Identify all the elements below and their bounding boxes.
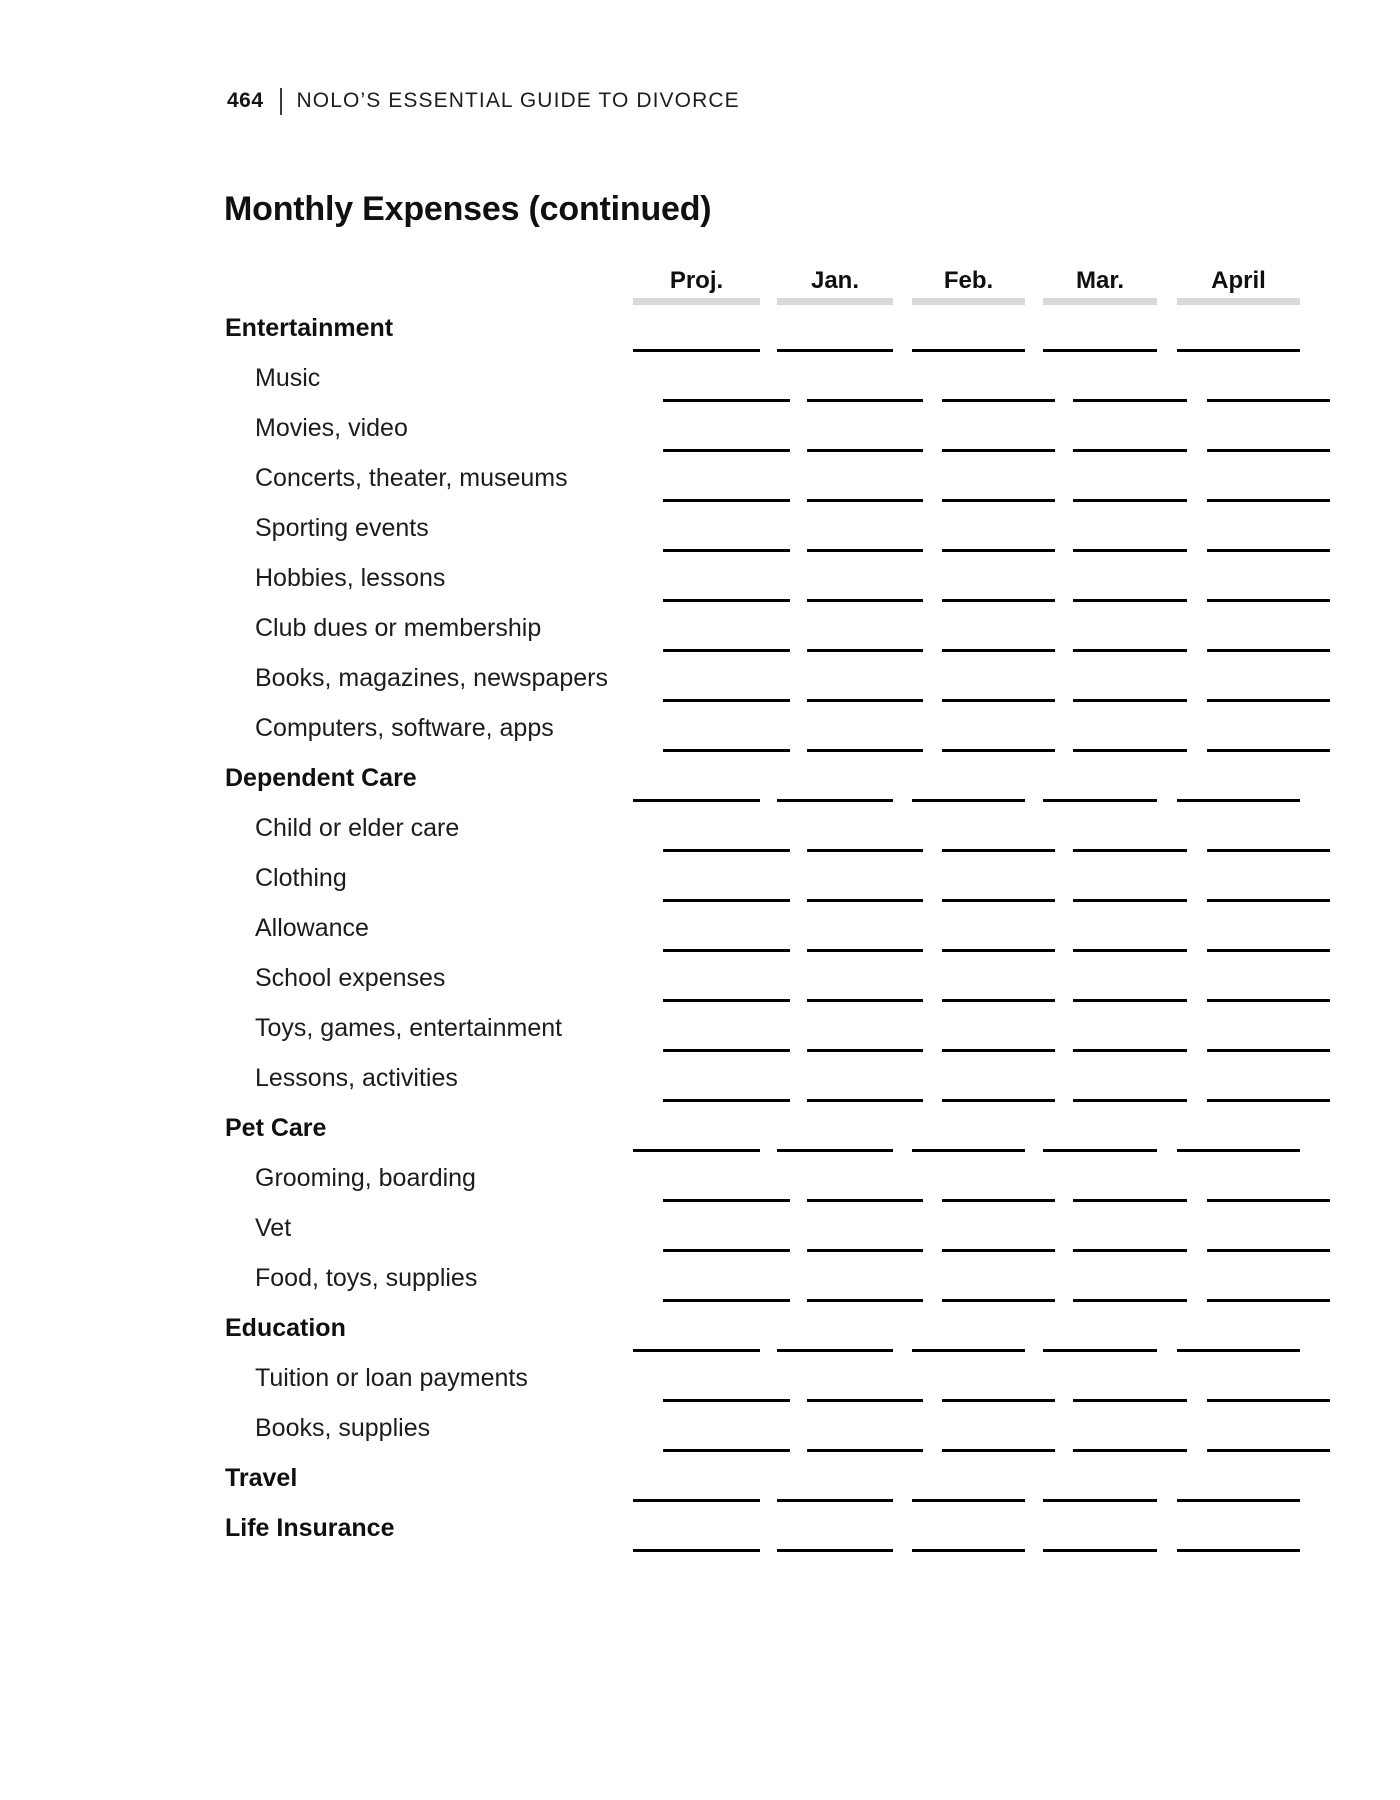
blank-entry-line <box>807 999 923 1002</box>
blank-entry-line <box>1073 1449 1187 1452</box>
blank-entry-line <box>1073 949 1187 952</box>
blank-entry-line <box>1073 749 1187 752</box>
expense-row <box>225 1452 1300 1502</box>
running-head <box>227 86 740 116</box>
blank-entry-line <box>777 1549 893 1552</box>
blank-entry-line <box>1073 399 1187 402</box>
blank-entry-line <box>1073 1049 1187 1052</box>
expense-row-label: Entertainment <box>225 314 394 342</box>
blank-entry-line <box>807 699 923 702</box>
blank-entry-line <box>807 449 923 452</box>
blank-entry-line <box>1073 1299 1187 1302</box>
expense-row <box>225 852 1300 902</box>
blank-entry-line <box>777 1149 893 1152</box>
blank-entry-line <box>663 599 790 602</box>
blank-entry-line <box>1207 599 1330 602</box>
expense-row-label: School expenses <box>255 964 446 992</box>
blank-entry-line <box>1073 549 1187 552</box>
blank-entry-line <box>942 449 1055 452</box>
expense-row-label: Music <box>255 364 321 392</box>
blank-entry-line <box>1043 799 1157 802</box>
blank-entry-line <box>633 349 760 352</box>
expense-row <box>225 352 1300 402</box>
blank-entry-line <box>1043 1349 1157 1352</box>
blank-entry-line <box>807 599 923 602</box>
blank-entry-line <box>942 599 1055 602</box>
blank-entry-line <box>663 949 790 952</box>
blank-entry-line <box>1177 1499 1300 1502</box>
blank-entry-line <box>942 1299 1055 1302</box>
blank-entry-line <box>912 799 1025 802</box>
blank-entry-line <box>663 1249 790 1252</box>
blank-entry-line <box>942 1399 1055 1402</box>
blank-entry-line <box>633 799 760 802</box>
expense-row <box>225 502 1300 552</box>
blank-entry-line <box>807 1449 923 1452</box>
blank-entry-line <box>807 1399 923 1402</box>
expense-row <box>225 402 1300 452</box>
expense-row-label: Travel <box>225 1464 298 1492</box>
blank-entry-line <box>663 549 790 552</box>
column-header: Proj. <box>633 267 760 305</box>
blank-entry-line <box>1207 1199 1330 1202</box>
blank-entry-line <box>942 899 1055 902</box>
blank-entry-line <box>807 899 923 902</box>
blank-entry-line <box>663 399 790 402</box>
blank-entry-line <box>663 1099 790 1102</box>
blank-entry-line <box>1177 1149 1300 1152</box>
expense-row <box>225 902 1300 952</box>
blank-entry-line <box>912 1499 1025 1502</box>
blank-entry-line <box>1177 1549 1300 1552</box>
column-header: Feb. <box>912 267 1025 305</box>
blank-entry-line <box>633 1149 760 1152</box>
blank-entry-line <box>1207 499 1330 502</box>
blank-entry-line <box>1207 449 1330 452</box>
expense-row-label: Dependent Care <box>225 764 417 792</box>
blank-entry-line <box>1207 1299 1330 1302</box>
blank-entry-line <box>807 649 923 652</box>
expense-row-label: Books, supplies <box>255 1414 431 1442</box>
blank-entry-line <box>1207 1099 1330 1102</box>
monthly-expenses-worksheet <box>225 255 1300 1552</box>
blank-entry-line <box>1043 1499 1157 1502</box>
blank-entry-line <box>633 1349 760 1352</box>
blank-entry-line <box>1207 549 1330 552</box>
blank-entry-line <box>1073 599 1187 602</box>
blank-entry-line <box>1073 1399 1187 1402</box>
blank-entry-line <box>663 749 790 752</box>
blank-entry-line <box>663 1049 790 1052</box>
blank-entry-line <box>1073 1099 1187 1102</box>
blank-entry-line <box>1207 649 1330 652</box>
blank-entry-line <box>807 949 923 952</box>
expense-row <box>225 1252 1300 1302</box>
blank-entry-line <box>942 649 1055 652</box>
expense-row <box>225 1152 1300 1202</box>
blank-entry-line <box>1177 1349 1300 1352</box>
worksheet-rows <box>225 302 1300 1552</box>
blank-entry-line <box>1043 349 1157 352</box>
blank-entry-line <box>942 1049 1055 1052</box>
blank-entry-line <box>1207 949 1330 952</box>
expense-row <box>225 1002 1300 1052</box>
blank-entry-line <box>663 1399 790 1402</box>
blank-entry-line <box>663 499 790 502</box>
expense-row-label: Hobbies, lessons <box>255 564 446 592</box>
expense-row-label: Toys, games, entertainment <box>255 1014 563 1042</box>
blank-entry-line <box>807 1199 923 1202</box>
expense-row-label: Concerts, theater, museums <box>255 464 568 492</box>
blank-entry-line <box>777 349 893 352</box>
expense-row-label: Allowance <box>255 914 369 942</box>
blank-entry-line <box>807 399 923 402</box>
expense-row-label: Education <box>225 1314 346 1342</box>
blank-entry-line <box>1073 999 1187 1002</box>
blank-entry-line <box>1073 699 1187 702</box>
blank-entry-line <box>807 1099 923 1102</box>
blank-entry-line <box>663 1449 790 1452</box>
blank-entry-line <box>912 1349 1025 1352</box>
blank-entry-line <box>1207 1399 1330 1402</box>
expense-row <box>225 702 1300 752</box>
blank-entry-line <box>663 699 790 702</box>
blank-entry-line <box>807 549 923 552</box>
blank-entry-line <box>777 1349 893 1352</box>
blank-entry-line <box>1207 999 1330 1002</box>
expense-row <box>225 1102 1300 1152</box>
expense-row <box>225 1352 1300 1402</box>
expense-row <box>225 602 1300 652</box>
blank-entry-line <box>1073 1199 1187 1202</box>
blank-entry-line <box>942 1099 1055 1102</box>
expense-row <box>225 302 1300 352</box>
blank-entry-line <box>1207 1249 1330 1252</box>
blank-entry-line <box>942 749 1055 752</box>
blank-entry-line <box>633 1549 760 1552</box>
blank-entry-line <box>942 949 1055 952</box>
expense-row <box>225 1402 1300 1452</box>
blank-entry-line <box>1207 849 1330 852</box>
blank-entry-line <box>807 1299 923 1302</box>
expense-row-label: Grooming, boarding <box>255 1164 476 1192</box>
blank-entry-line <box>942 1199 1055 1202</box>
blank-entry-line <box>1177 349 1300 352</box>
blank-entry-line <box>663 449 790 452</box>
expense-row-label: Tuition or loan payments <box>255 1364 528 1392</box>
section-title: Monthly Expenses (continued) <box>224 190 712 228</box>
blank-entry-line <box>1043 1149 1157 1152</box>
blank-entry-line <box>1073 499 1187 502</box>
blank-entry-line <box>663 1199 790 1202</box>
blank-entry-line <box>1207 749 1330 752</box>
blank-entry-line <box>1073 449 1187 452</box>
column-header: Jan. <box>777 267 893 305</box>
blank-entry-line <box>942 699 1055 702</box>
header-divider <box>280 88 282 115</box>
blank-entry-line <box>1073 899 1187 902</box>
blank-entry-line <box>777 799 893 802</box>
blank-entry-line <box>663 649 790 652</box>
expense-row-label: Movies, video <box>255 414 408 442</box>
expense-row-label: Life Insurance <box>225 1514 395 1542</box>
expense-row-label: Child or elder care <box>255 814 460 842</box>
expense-row <box>225 952 1300 1002</box>
book-title: NOLO’S ESSENTIAL GUIDE TO DIVORCE <box>296 89 740 112</box>
expense-row <box>225 652 1300 702</box>
blank-entry-line <box>1073 1249 1187 1252</box>
expense-row-label: Clothing <box>255 864 347 892</box>
blank-entry-line <box>942 999 1055 1002</box>
blank-entry-line <box>912 1149 1025 1152</box>
column-header: Mar. <box>1043 267 1157 305</box>
expense-row-label: Lessons, activities <box>255 1064 458 1092</box>
blank-entry-line <box>912 1549 1025 1552</box>
blank-entry-line <box>1207 1449 1330 1452</box>
expense-row-label: Vet <box>255 1214 292 1242</box>
blank-entry-line <box>942 1449 1055 1452</box>
blank-entry-line <box>942 399 1055 402</box>
blank-entry-line <box>1073 649 1187 652</box>
expense-row-label: Computers, software, apps <box>255 714 554 742</box>
blank-entry-line <box>663 1299 790 1302</box>
expense-row-label: Sporting events <box>255 514 429 542</box>
expense-row <box>225 1052 1300 1102</box>
expense-row <box>225 1502 1300 1552</box>
blank-entry-line <box>1073 849 1187 852</box>
blank-entry-line <box>1207 699 1330 702</box>
blank-entry-line <box>942 849 1055 852</box>
blank-entry-line <box>807 1249 923 1252</box>
expense-row-label: Food, toys, supplies <box>255 1264 478 1292</box>
blank-entry-line <box>1177 799 1300 802</box>
blank-entry-line <box>807 849 923 852</box>
blank-entry-line <box>1207 899 1330 902</box>
blank-entry-line <box>777 1499 893 1502</box>
blank-entry-line <box>1207 399 1330 402</box>
page-number: 464 <box>227 89 264 112</box>
blank-entry-line <box>807 749 923 752</box>
blank-entry-line <box>663 849 790 852</box>
expense-row-label: Club dues or membership <box>255 614 542 642</box>
expense-row-label: Pet Care <box>225 1114 327 1142</box>
blank-entry-line <box>633 1499 760 1502</box>
blank-entry-line <box>807 1049 923 1052</box>
expense-row-label: Books, magazines, newspapers <box>255 664 608 692</box>
column-header: April <box>1177 267 1300 305</box>
expense-row <box>225 552 1300 602</box>
blank-entry-line <box>807 499 923 502</box>
expense-row <box>225 1202 1300 1252</box>
expense-row <box>225 802 1300 852</box>
blank-entry-line <box>942 1249 1055 1252</box>
blank-entry-line <box>663 899 790 902</box>
blank-entry-line <box>942 549 1055 552</box>
expense-row <box>225 1302 1300 1352</box>
blank-entry-line <box>942 499 1055 502</box>
blank-entry-line <box>1043 1549 1157 1552</box>
blank-entry-line <box>663 999 790 1002</box>
blank-entry-line <box>1207 1049 1330 1052</box>
column-header-row <box>225 255 1300 305</box>
expense-row <box>225 752 1300 802</box>
blank-entry-line <box>912 349 1025 352</box>
expense-row <box>225 452 1300 502</box>
